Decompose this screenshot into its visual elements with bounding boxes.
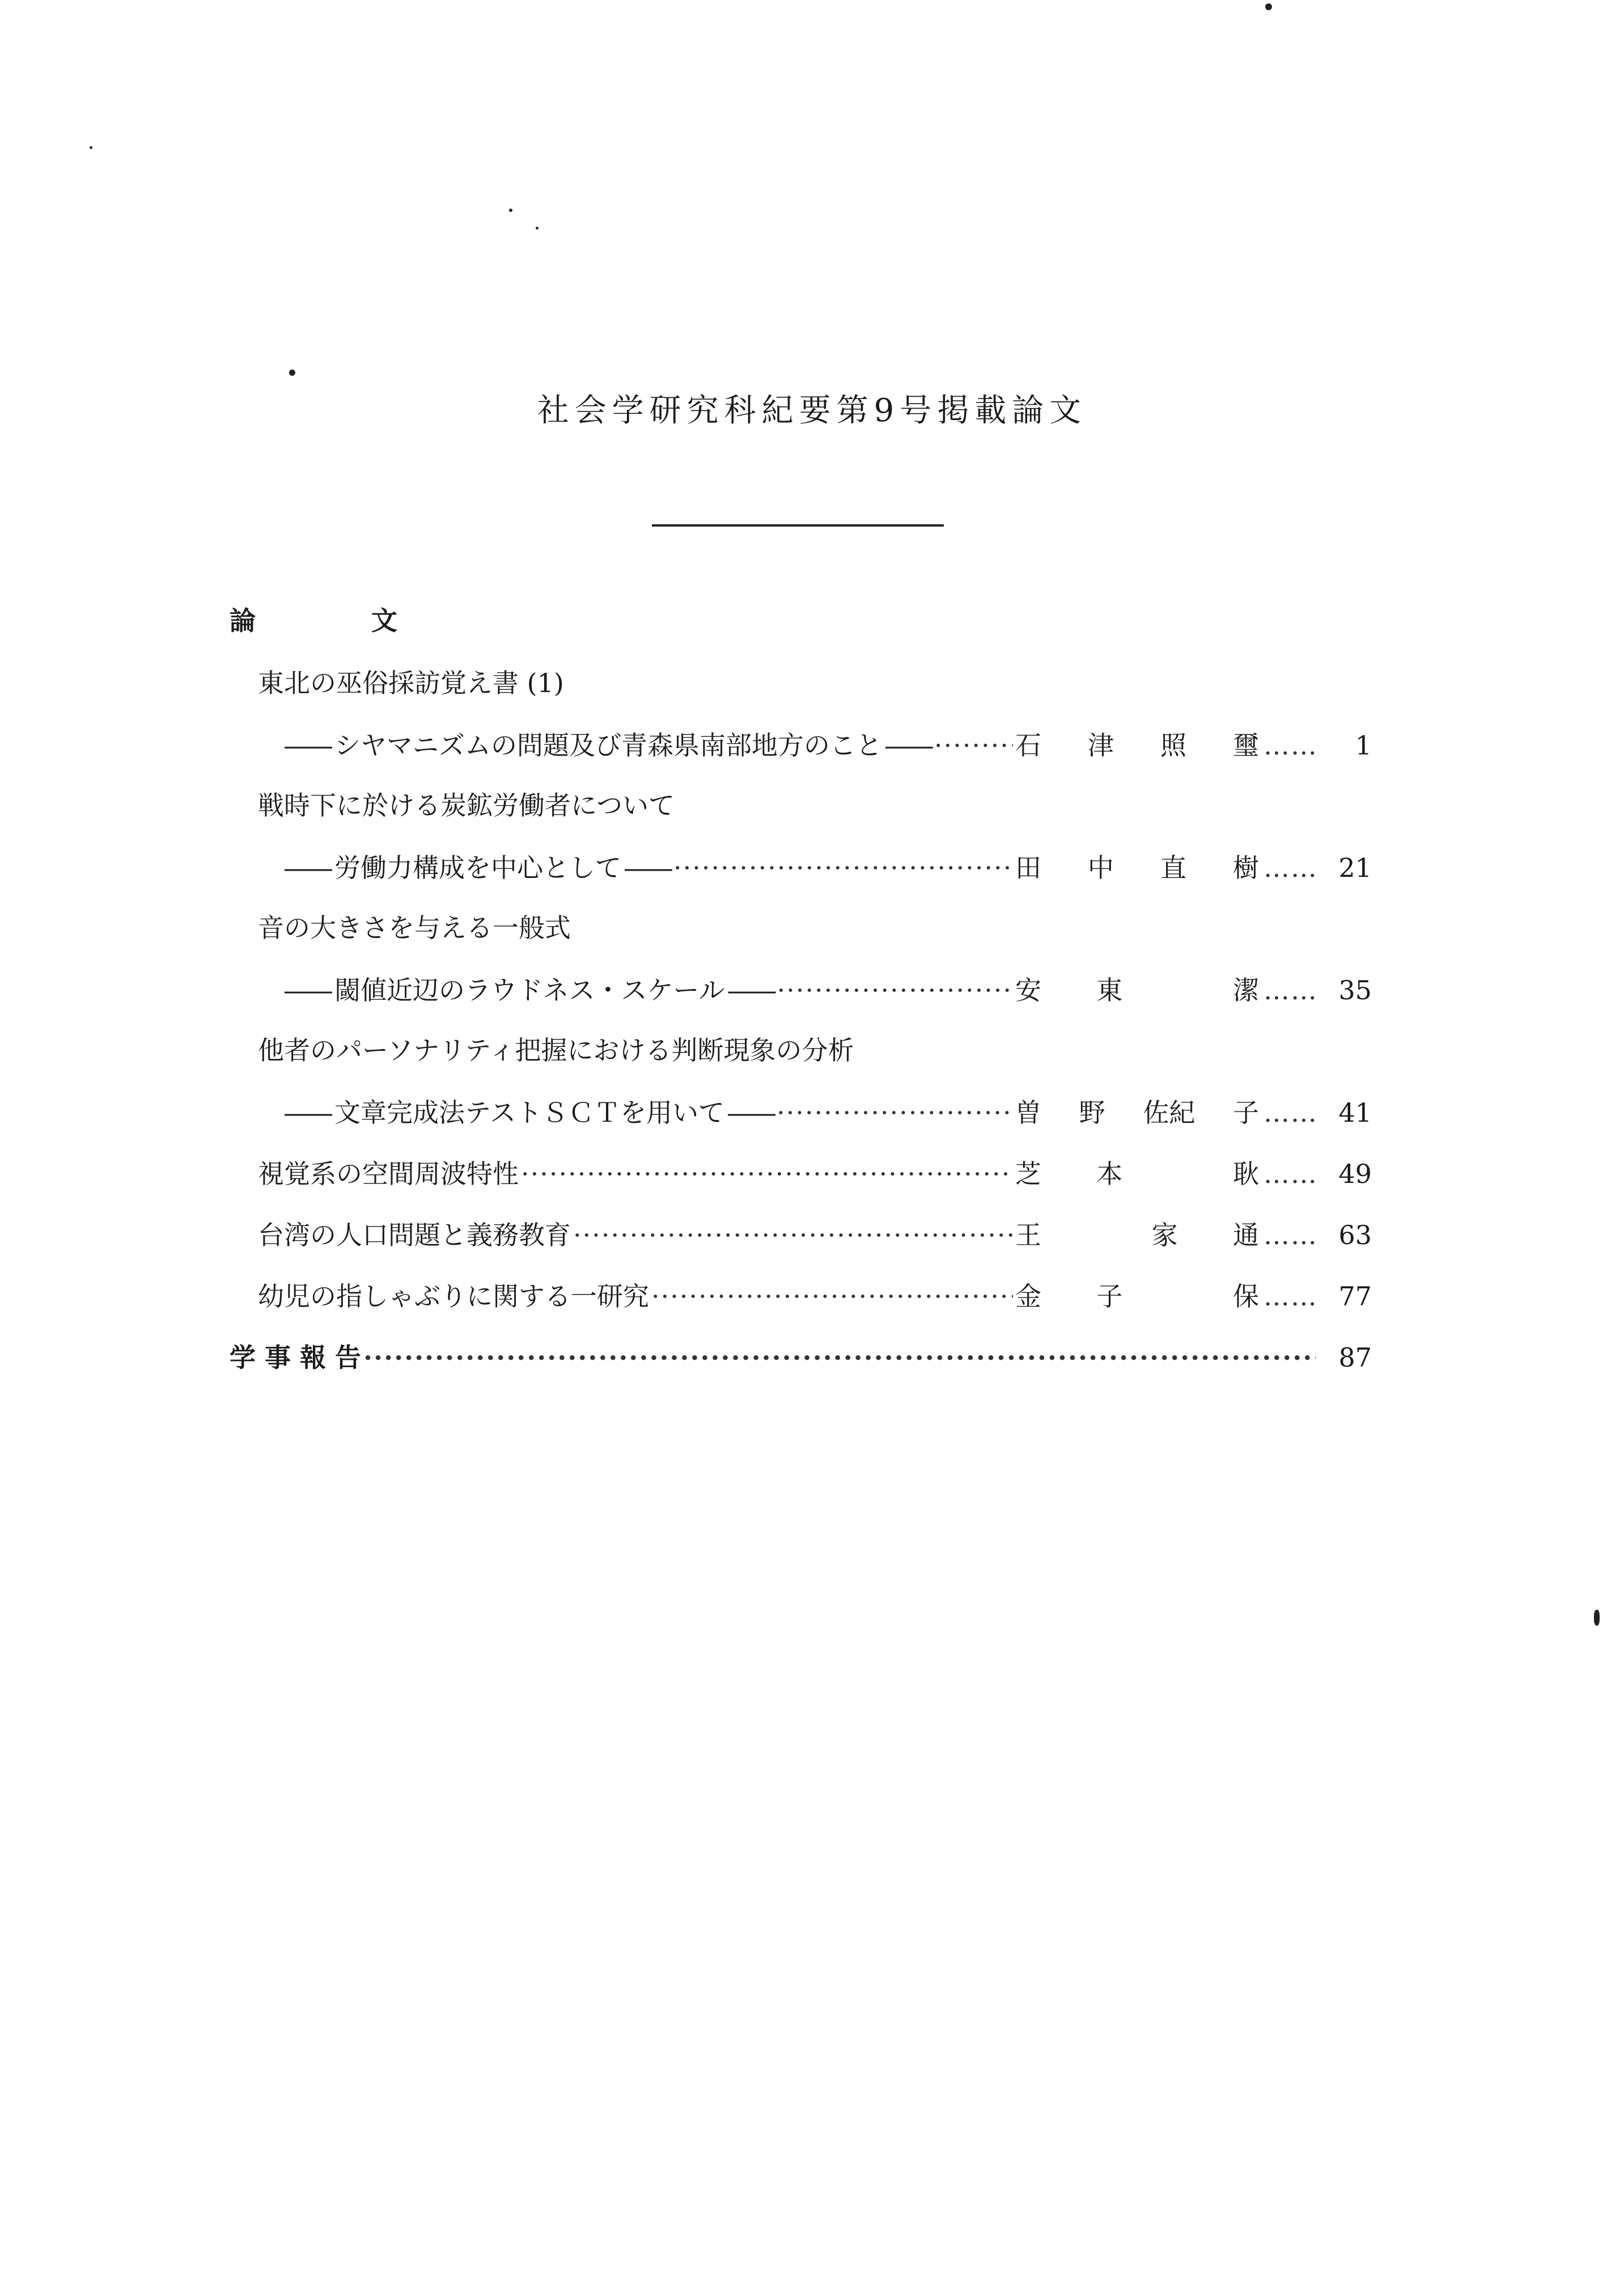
section-heading-char: 文	[371, 605, 397, 636]
dot-leader	[573, 1215, 1013, 1255]
toc-entry-row	[258, 1215, 1372, 1255]
dot-leader	[777, 1093, 1013, 1132]
page-dot-leader: ……	[1263, 730, 1318, 761]
page-dot-leader: ……	[1263, 852, 1318, 883]
toc-entry-author: 石 津 照 璽	[1015, 730, 1259, 761]
toc-entry-page: 49	[1338, 1159, 1372, 1189]
toc-entry-title: 戦時下に於ける炭鉱労働者について	[258, 790, 675, 821]
toc-report-page: 87	[1338, 1342, 1372, 1373]
section-heading	[230, 601, 400, 640]
toc-entry-author: 芝 本 耿	[1015, 1159, 1259, 1189]
dot-leader	[363, 1338, 1316, 1377]
toc-entry-author: 安 東 潔	[1015, 975, 1259, 1006]
toc-entry-title: 幼児の指しゃぶりに関する一研究	[258, 1281, 649, 1312]
page-dot-leader: ……	[1263, 1281, 1318, 1312]
toc-entry-title: 台湾の人口問題と義務教育	[258, 1220, 571, 1250]
toc-entry-page: 35	[1338, 975, 1372, 1006]
toc-entry-page: 77	[1338, 1281, 1372, 1312]
toc-entry-page: 21	[1338, 852, 1372, 883]
toc-entry-author: 田 中 直 樹	[1015, 852, 1259, 883]
toc-entry-row	[283, 848, 1372, 888]
toc-entry-subtitle: —— シヤマニズムの問題及び青森県南部地方のこと——	[283, 730, 932, 761]
toc-entry-row	[258, 1276, 1372, 1316]
toc-entry-row	[283, 1093, 1372, 1132]
page-dot-leader: ……	[1263, 975, 1318, 1006]
toc-entry-row	[283, 726, 1372, 765]
toc-entry-row	[283, 970, 1372, 1010]
dot-leader	[521, 1154, 1013, 1194]
dot-leader	[934, 726, 1013, 765]
toc-entry-author: 王 家 通	[1015, 1220, 1259, 1250]
toc-entry-author: 金 子 保	[1015, 1281, 1259, 1312]
page-title: 社会学研究科紀要第9号掲載論文	[537, 392, 1087, 429]
toc-report-row	[230, 1338, 1372, 1377]
toc-entry-title: 音の大きさを与える一般式	[258, 913, 571, 943]
toc-entry-page: 1	[1355, 730, 1372, 761]
toc-entry-subtitle: —— 文章完成法テストＳＣＴを用いて——	[283, 1097, 775, 1128]
toc-entry-subtitle: —— 労働力構成を中心として——	[283, 852, 671, 883]
toc-entry-page: 41	[1338, 1097, 1372, 1128]
toc-entry-title: 視覚系の空間周波特性	[258, 1159, 519, 1189]
toc-entry-subtitle: —— 閾値近辺のラウドネス・スケール——	[283, 975, 775, 1006]
dot-leader	[777, 970, 1013, 1010]
dot-leader	[673, 848, 1013, 888]
page-dot-leader: ……	[1263, 1159, 1318, 1189]
toc-entry-title: 他者のパーソナリティ把握における判断現象の分析	[258, 1035, 854, 1066]
toc-entry-row	[258, 1154, 1372, 1194]
dot-leader	[651, 1276, 1013, 1316]
toc-entry-author: 曽 野 佐紀 子	[1015, 1097, 1259, 1128]
section-heading-char: 論	[230, 605, 256, 636]
toc-report-label: 学 事 報 告	[230, 1342, 362, 1373]
toc-entry-page: 63	[1338, 1220, 1372, 1250]
page-dot-leader: ……	[1263, 1220, 1318, 1250]
page-dot-leader: ……	[1263, 1097, 1318, 1128]
toc-entry-title: 東北の巫俗採訪覚え書 (1)	[258, 668, 564, 698]
